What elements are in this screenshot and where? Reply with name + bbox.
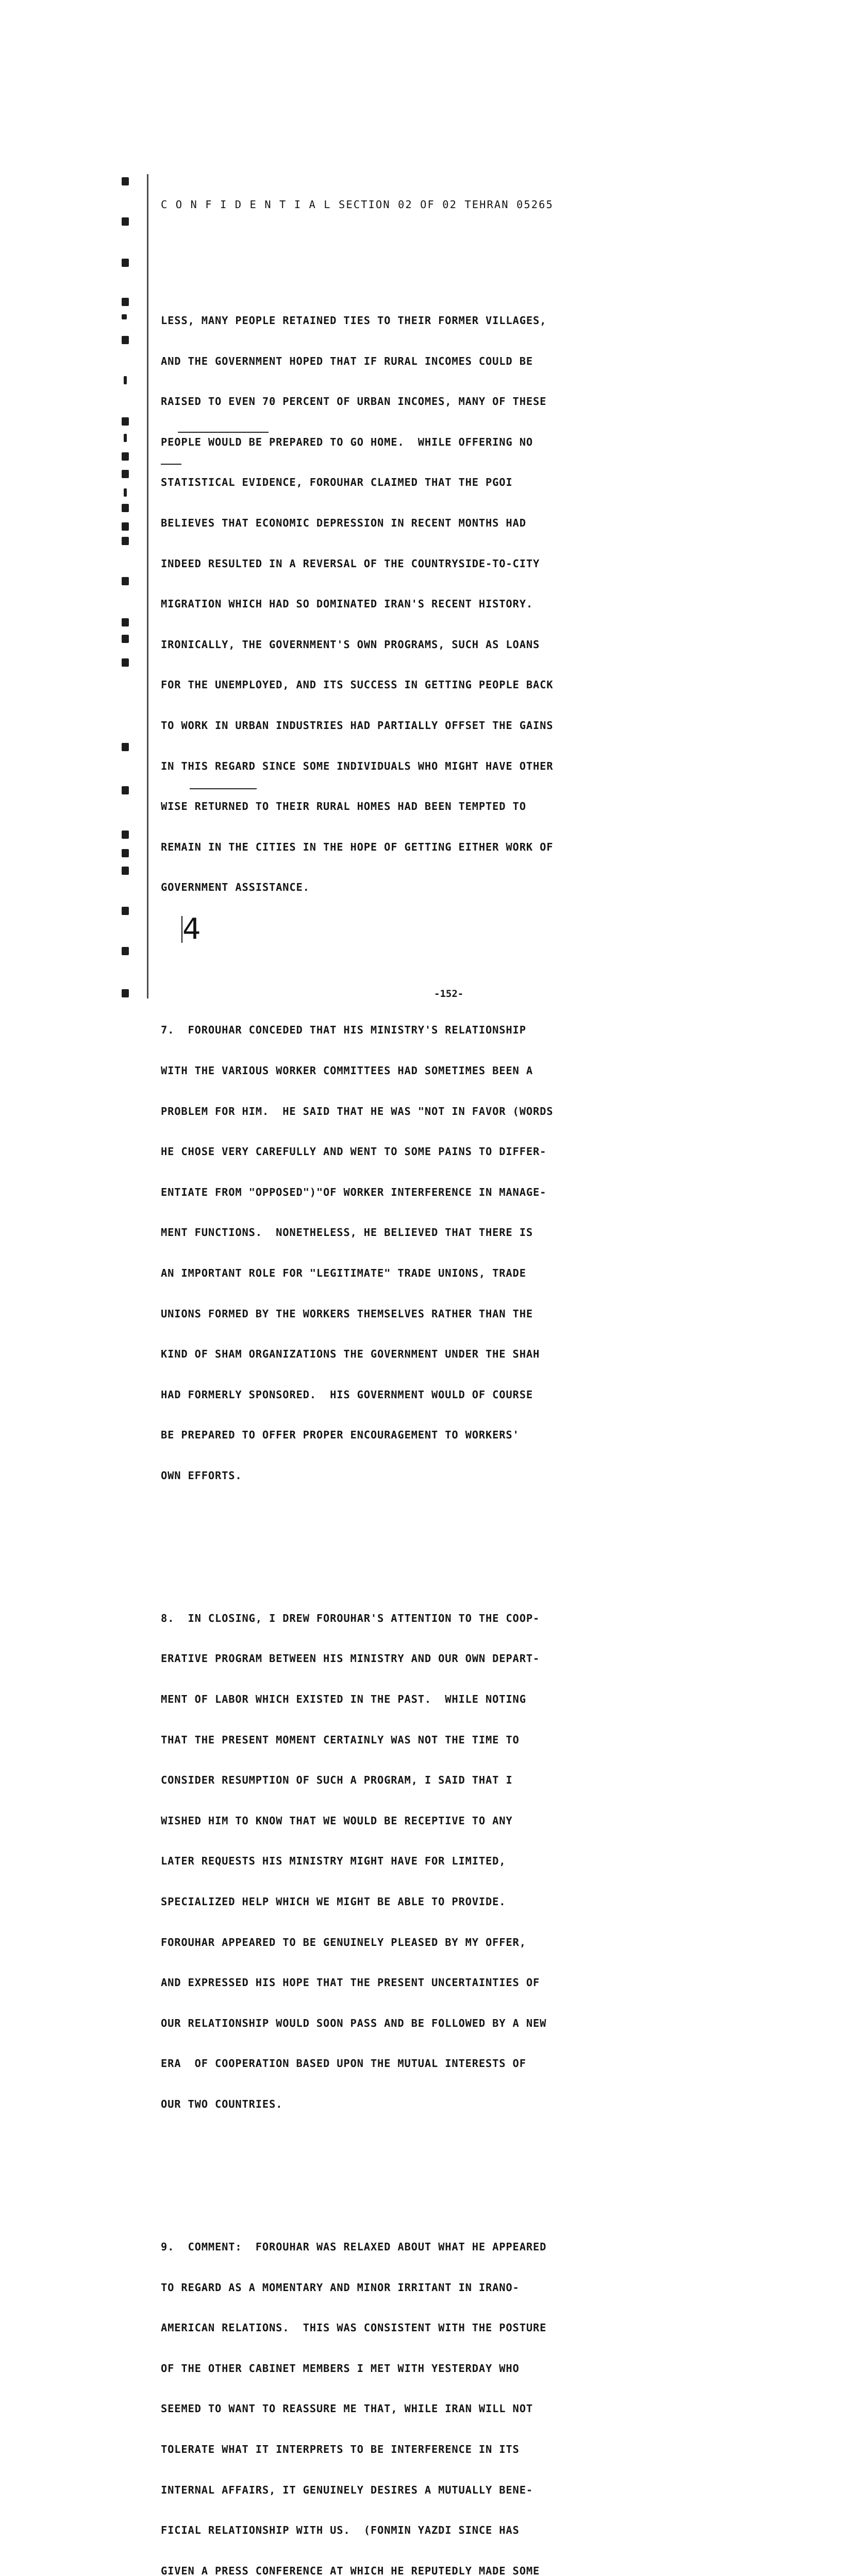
text-line: RAISED TO EVEN 70 PERCENT OF URBAN INCOMES, MANY OF THESE	[161, 395, 547, 408]
text-line: TOLERATE WHAT IT INTERPRETS TO BE INTERFERENCE IN ITS	[161, 2443, 520, 2455]
text-line: WISE RETURNED TO THEIR RURAL HOMES HAD BEEN TEMPTED TO	[161, 800, 526, 813]
text-line: FOR THE UNEMPLOYED, AND ITS SUCCESS IN GETTING PEOPLE BACK	[161, 679, 554, 691]
text-line: SEEMED TO WANT TO REASSURE ME THAT, WHILE IRAN WILL NOT	[161, 2402, 533, 2415]
text-line: 9. COMMENT: FOROUHAR WAS RELAXED ABOUT WHAT HE APPEARED	[161, 2241, 547, 2253]
text-line: STATISTICAL EVIDENCE, FOROUHAR CLAIMED THAT THE PGOI	[161, 476, 513, 489]
text-line: OWN EFFORTS.	[161, 1469, 242, 1482]
text-line: AMERICAN RELATIONS. THIS WAS CONSISTENT WITH THE POSTURE	[161, 2321, 547, 2334]
text-line: WITH THE VARIOUS WORKER COMMITTEES HAD SOMETIMES BEEN A	[161, 1064, 533, 1077]
text-line: 8. IN CLOSING, I DREW FOROUHAR'S ATTENTION TO THE COOP-	[161, 1612, 540, 1624]
text-line: PROBLEM FOR HIM. HE SAID THAT HE WAS "NOT IN FAVOR (WORDS	[161, 1105, 554, 1117]
cable-text	[161, 171, 676, 2576]
margin-mark	[122, 577, 129, 585]
underline-mark	[190, 788, 257, 789]
margin-mark	[122, 743, 129, 751]
text-line: IN THIS REGARD SINCE SOME INDIVIDUALS WHO MIGHT HAVE OTHER	[161, 759, 554, 772]
margin-mark	[122, 831, 129, 839]
text-line: TO REGARD AS A MOMENTARY AND MINOR IRRITANT IN IRANO-	[161, 2281, 520, 2294]
margin-mark	[122, 417, 129, 426]
margin-mark	[122, 336, 129, 344]
text-line: OF THE OTHER CABINET MEMBERS I MET WITH YESTERDAY WHO	[161, 2362, 520, 2375]
paragraph-9-comment	[161, 2213, 676, 2576]
text-line: AN IMPORTANT ROLE FOR "LEGITIMATE" TRADE UNIONS, TRADE	[161, 1266, 526, 1279]
margin-mark	[122, 470, 129, 478]
page-number: -152-	[434, 988, 464, 999]
margin-mark	[122, 314, 127, 319]
paragraph-7	[161, 996, 676, 1510]
text-line: MIGRATION WHICH HAD SO DOMINATED IRAN'S RECENT HISTORY.	[161, 598, 533, 611]
margin-mark	[122, 618, 129, 626]
text-line: GOVERNMENT ASSISTANCE.	[161, 881, 310, 894]
text-line: INTERNAL AFFAIRS, IT GENUINELY DESIRES A MUTUALLY BENE-	[161, 2483, 533, 2496]
text-line: 7. FOROUHAR CONCEDED THAT HIS MINISTRY'S RELATIONSHIP	[161, 1024, 526, 1037]
text-line: FOROUHAR APPEARED TO BE GENUINELY PLEASED BY MY OFFER,	[161, 1936, 526, 1948]
margin-mark	[122, 907, 129, 915]
text-line: CONSIDER RESUMPTION OF SUCH A PROGRAM, I SAID THAT I	[161, 1774, 513, 1787]
margin-mark	[122, 849, 129, 857]
margin-mark	[122, 504, 129, 512]
margin-mark	[122, 635, 129, 643]
text-line: ERATIVE PROGRAM BETWEEN HIS MINISTRY AND OUR OWN DEPART-	[161, 1652, 540, 1665]
paragraph-8	[161, 1584, 676, 2138]
margin-mark	[122, 947, 129, 955]
underline-mark	[161, 464, 181, 465]
left-margin-rule	[147, 174, 148, 998]
header-classification-line: C O N F I D E N T I A L SECTION 02 OF 02 TEHRAN 05265	[161, 198, 554, 211]
text-line: FICIAL RELATIONSHIP WITH US. (FONMIN YAZDI SINCE HAS	[161, 2524, 520, 2537]
margin-mark	[122, 177, 129, 185]
text-line: REMAIN IN THE CITIES IN THE HOPE OF GETTING EITHER WORK OF	[161, 840, 554, 853]
text-line: AND THE GOVERNMENT HOPED THAT IF RURAL INCOMES COULD BE	[161, 354, 533, 367]
text-line: LESS, MANY PEOPLE RETAINED TIES TO THEIR FORMER VILLAGES,	[161, 314, 547, 327]
text-line: THAT THE PRESENT MOMENT CERTAINLY WAS NOT THE TIME TO	[161, 1733, 520, 1746]
text-line: UNIONS FORMED BY THE WORKERS THEMSELVES RATHER THAN THE	[161, 1307, 533, 1320]
text-line: MENT FUNCTIONS. NONETHELESS, HE BELIEVED THAT THERE IS	[161, 1226, 533, 1239]
text-line: WISHED HIM TO KNOW THAT WE WOULD BE RECEPTIVE TO ANY	[161, 1814, 513, 1827]
text-line: GIVEN A PRESS CONFERENCE AT WHICH HE REPUTEDLY MADE SOME	[161, 2564, 540, 2576]
margin-mark	[122, 298, 129, 306]
paragraph-6-continued	[161, 287, 676, 921]
margin-mark	[122, 658, 129, 667]
margin-mark	[122, 867, 129, 875]
handwritten-page-marker: 4	[181, 916, 203, 943]
text-line: OUR TWO COUNTRIES.	[161, 2098, 283, 2111]
text-line: IRONICALLY, THE GOVERNMENT'S OWN PROGRAMS, SUCH AS LOANS	[161, 638, 540, 651]
margin-mark	[122, 217, 129, 226]
text-line: SPECIALIZED HELP WHICH WE MIGHT BE ABLE TO PROVIDE.	[161, 1895, 506, 1908]
text-line: KIND OF SHAM ORGANIZATIONS THE GOVERNMENT UNDER THE SHAH	[161, 1348, 540, 1361]
text-line: BE PREPARED TO OFFER PROPER ENCOURAGEMENT TO WORKERS'	[161, 1429, 520, 1442]
margin-mark	[124, 434, 127, 442]
text-line: TO WORK IN URBAN INDUSTRIES HAD PARTIALLY OFFSET THE GAINS	[161, 719, 554, 732]
text-line: PEOPLE WOULD BE PREPARED TO GO HOME. WHILE OFFERING NO	[161, 435, 533, 448]
margin-mark	[122, 452, 129, 461]
text-line: MENT OF LABOR WHICH EXISTED IN THE PAST. WHILE NOTING	[161, 1693, 526, 1706]
margin-mark	[122, 537, 129, 545]
text-line: HAD FORMERLY SPONSORED. HIS GOVERNMENT WOULD OF COURSE	[161, 1388, 533, 1401]
underline-mark	[178, 432, 269, 433]
text-line: BELIEVES THAT ECONOMIC DEPRESSION IN RECENT MONTHS HAD	[161, 516, 526, 529]
margin-mark	[122, 259, 129, 267]
text-line: AND EXPRESSED HIS HOPE THAT THE PRESENT UNCERTAINTIES OF	[161, 1976, 540, 1989]
margin-mark	[124, 376, 127, 384]
margin-mark	[122, 522, 129, 531]
margin-mark	[124, 488, 127, 497]
text-line: ERA OF COOPERATION BASED UPON THE MUTUAL INTERESTS OF	[161, 2057, 526, 2070]
margin-marks	[122, 170, 142, 1005]
text-line: OUR RELATIONSHIP WOULD SOON PASS AND BE FOLLOWED BY A NEW	[161, 2016, 547, 2029]
text-line: INDEED RESULTED IN A REVERSAL OF THE COUNTRYSIDE-TO-CITY	[161, 557, 540, 570]
text-line: ENTIATE FROM "OPPOSED")"OF WORKER INTERFERENCE IN MANAGE-	[161, 1185, 547, 1198]
margin-mark	[122, 989, 129, 997]
text-line: LATER REQUESTS HIS MINISTRY MIGHT HAVE FOR LIMITED,	[161, 1855, 506, 1868]
text-line: HE CHOSE VERY CAREFULLY AND WENT TO SOME PAINS TO DIFFER-	[161, 1145, 547, 1158]
margin-mark	[122, 786, 129, 794]
